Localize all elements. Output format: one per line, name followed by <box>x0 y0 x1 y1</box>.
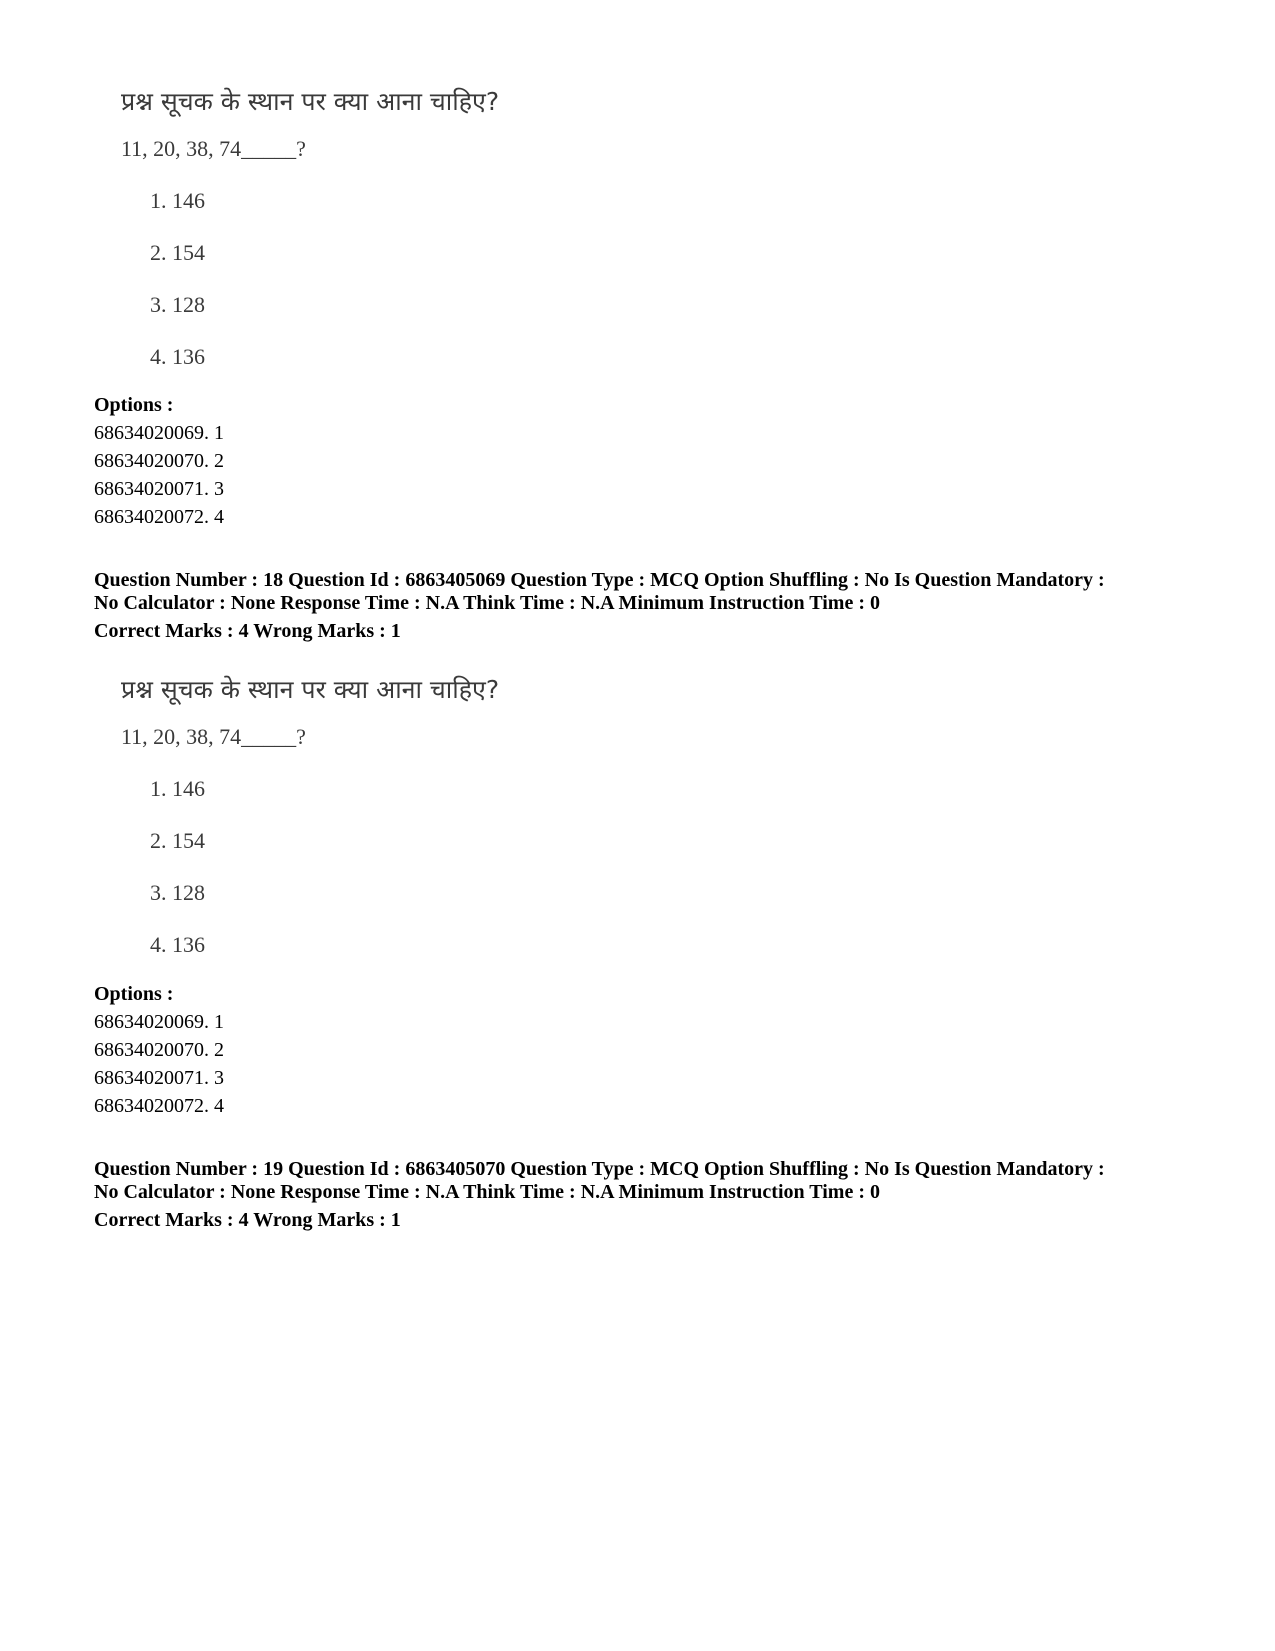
question-meta-line-2: No Calculator : None Response Time : N.A Think Time : N.A Minimum Instruction Time : 0 <box>94 592 880 614</box>
choice-1: 1. 146 <box>150 776 205 801</box>
option-row: 68634020069. 1 <box>94 1011 224 1033</box>
question-meta-line-2: No Calculator : None Response Time : N.A Think Time : N.A Minimum Instruction Time : 0 <box>94 1181 880 1203</box>
question-stem: प्रश्न सूचक के स्थान पर क्या आना चाहिए? <box>121 675 500 704</box>
choice-4: 4. 136 <box>150 932 205 957</box>
choice-2: 2. 154 <box>150 828 205 853</box>
options-heading: Options : <box>94 394 174 416</box>
options-heading: Options : <box>94 983 174 1005</box>
option-row: 68634020071. 3 <box>94 1067 224 1089</box>
choice-3: 3. 128 <box>150 292 205 317</box>
choice-3: 3. 128 <box>150 880 205 905</box>
option-row: 68634020071. 3 <box>94 478 224 500</box>
option-row: 68634020070. 2 <box>94 1039 224 1061</box>
option-row: 68634020070. 2 <box>94 450 224 472</box>
option-row: 68634020069. 1 <box>94 422 224 444</box>
choice-2: 2. 154 <box>150 240 205 265</box>
question-marks: Correct Marks : 4 Wrong Marks : 1 <box>94 620 401 642</box>
question-meta-line-1: Question Number : 18 Question Id : 6863405069 Question Type : MCQ Option Shuffling : No Is Question Mandatory : <box>94 569 1105 591</box>
number-series: 11, 20, 38, 74_____? <box>121 136 306 161</box>
choice-4: 4. 136 <box>150 344 205 369</box>
option-row: 68634020072. 4 <box>94 1095 224 1117</box>
choice-1: 1. 146 <box>150 188 205 213</box>
option-row: 68634020072. 4 <box>94 506 224 528</box>
question-marks: Correct Marks : 4 Wrong Marks : 1 <box>94 1209 401 1231</box>
number-series: 11, 20, 38, 74_____? <box>121 724 306 749</box>
question-meta-line-1: Question Number : 19 Question Id : 6863405070 Question Type : MCQ Option Shuffling : No Is Question Mandatory : <box>94 1158 1105 1180</box>
question-stem: प्रश्न सूचक के स्थान पर क्या आना चाहिए? <box>121 87 500 116</box>
